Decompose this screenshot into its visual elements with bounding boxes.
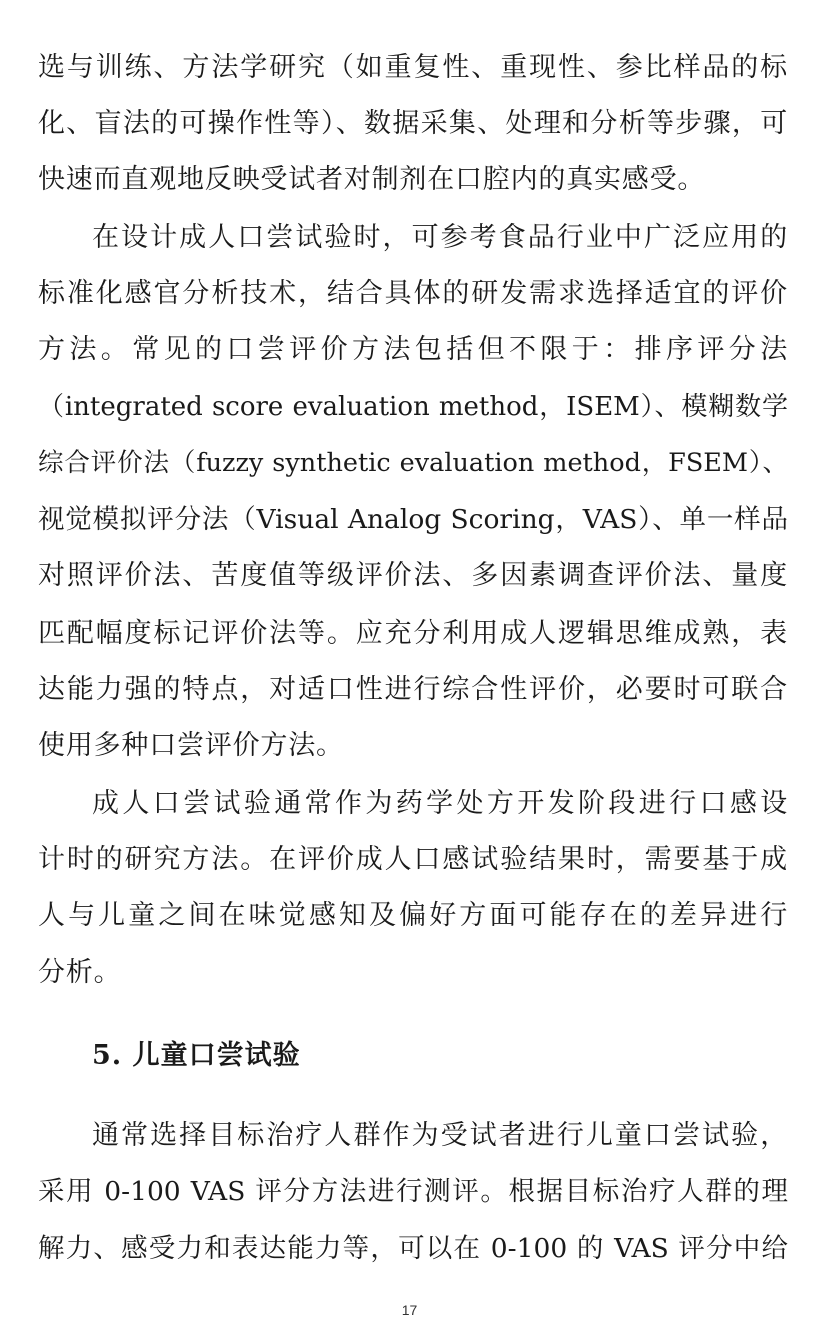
page-number: 17	[401, 1302, 418, 1318]
paragraph-2-line-1: 在设计成人口尝试验时，可参考食品行业中广泛应用的	[92, 222, 788, 253]
paragraph-1-line-1: 选与训练、方法学研究（如重复性、重现性、参比样品的标	[38, 52, 788, 83]
paragraph-4-line-2: 采用 0-100 VAS 评分方法进行测评。根据目标治疗人群的理	[38, 1176, 788, 1207]
paragraph-2-line-8: 匹配幅度标记评价法等。应充分利用成人逻辑思维成熟，表	[38, 618, 788, 649]
section-heading: 5. 儿童口尝试验	[92, 1040, 301, 1071]
paragraph-2-line-4: （integrated score evaluation method，ISEM）、模糊数学	[38, 392, 788, 422]
paragraph-4-line-3: 解力、感受力和表达能力等，可以在 0-100 的 VAS 评分中给	[38, 1233, 788, 1264]
paragraph-4-line-1: 通常选择目标治疗人群作为受试者进行儿童口尝试验，	[92, 1120, 788, 1151]
paragraph-2-line-5: 综合评价法（fuzzy synthetic evaluation method，FSEM）、	[38, 448, 788, 478]
paragraph-1-line-3: 快速而直观地反映受试者对制剂在口腔内的真实感受。	[38, 164, 706, 195]
paragraph-3-line-2: 计时的研究方法。在评价成人口感试验结果时，需要基于成	[38, 844, 788, 875]
paragraph-2-line-9: 达能力强的特点，对适口性进行综合性评价，必要时可联合	[38, 674, 788, 705]
paragraph-3-line-1: 成人口尝试验通常作为药学处方开发阶段进行口感设	[92, 788, 788, 819]
paragraph-3-line-3: 人与儿童之间在味觉感知及偏好方面可能存在的差异进行	[38, 900, 788, 931]
paragraph-2-line-7: 对照评价法、苦度值等级评价法、多因素调查评价法、量度	[38, 560, 788, 591]
paragraph-2-line-10: 使用多种口尝评价方法。	[38, 730, 344, 761]
paragraph-1-line-2: 化、盲法的可操作性等）、数据采集、处理和分析等步骤，可	[38, 108, 788, 139]
paragraph-2-line-6: 视觉模拟评分法（Visual Analog Scoring，VAS）、单一样品	[38, 504, 788, 535]
paragraph-2-line-2: 标准化感官分析技术，结合具体的研发需求选择适宜的评价	[38, 278, 788, 309]
paragraph-2-line-3: 方法。常见的口尝评价方法包括但不限于：排序评分法	[38, 334, 788, 365]
paragraph-3-line-4: 分析。	[38, 957, 122, 988]
